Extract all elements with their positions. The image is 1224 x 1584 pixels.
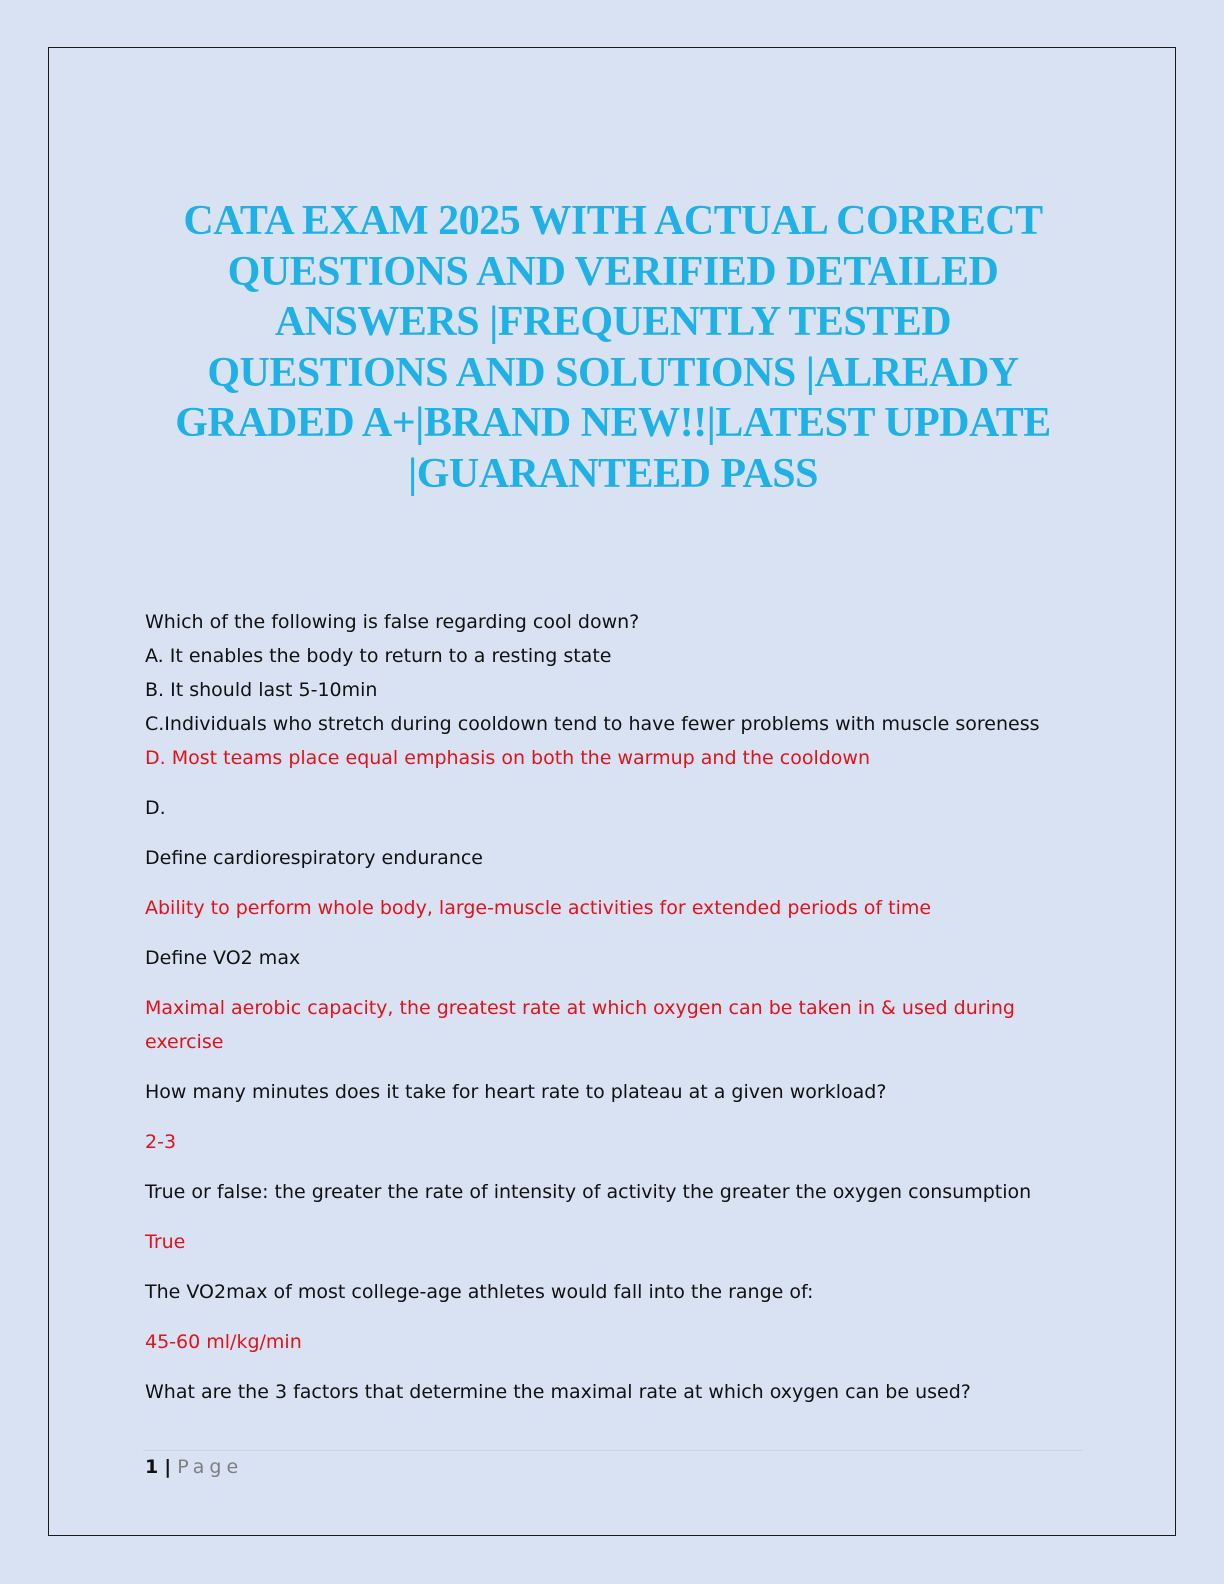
answer-4: 2-3 xyxy=(145,1131,177,1153)
answer-3: Maximal aerobic capacity, the greatest rate at which oxygen can be taken in & used during exercise xyxy=(145,997,1015,1053)
document-title: CATA EXAM 2025 WITH ACTUAL CORRECT QUESTIONS AND VERIFIED DETAILED ANSWERS |FREQUENTLY TESTED QUESTIONS AND SOLUTIONS |ALREADY GRADED A+|BRAND NEW!!|LATEST UPDATE |GUARANTEED PASS xyxy=(175,198,1051,497)
question-1-option-c: C.Individuals who stretch during cooldown tend to have fewer problems with muscle soreness xyxy=(145,713,1040,735)
question-1: Which of the following is false regarding cool down? xyxy=(145,611,640,633)
page-footer xyxy=(145,1456,243,1478)
footer-divider xyxy=(143,1450,1083,1451)
question-1-option-a: A. It enables the body to return to a resting state xyxy=(145,645,612,667)
answer-6: 45-60 ml/kg/min xyxy=(145,1331,302,1353)
page-number: 1 xyxy=(145,1456,159,1478)
question-7: What are the 3 factors that determine the maximal rate at which oxygen can be used? xyxy=(145,1381,971,1403)
question-2: Define cardiorespiratory endurance xyxy=(145,847,484,869)
footer-separator: | xyxy=(164,1456,172,1478)
question-1-option-b: B. It should last 5-10min xyxy=(145,679,378,701)
document-body xyxy=(145,605,1075,1409)
answer-5: True xyxy=(145,1231,186,1253)
question-4: How many minutes does it take for heart rate to plateau at a given workload? xyxy=(145,1081,887,1103)
question-5: True or false: the greater the rate of intensity of activity the greater the oxygen consumption xyxy=(145,1181,1032,1203)
question-3: Define VO2 max xyxy=(145,947,301,969)
question-6: The VO2max of most college-age athletes would fall into the range of: xyxy=(145,1281,814,1303)
answer-2: Ability to perform whole body, large-muscle activities for extended periods of time xyxy=(145,897,932,919)
page-label: Page xyxy=(177,1456,244,1478)
answer-1: D. xyxy=(145,797,166,819)
question-1-option-d: D. Most teams place equal emphasis on both the warmup and the cooldown xyxy=(145,747,871,769)
